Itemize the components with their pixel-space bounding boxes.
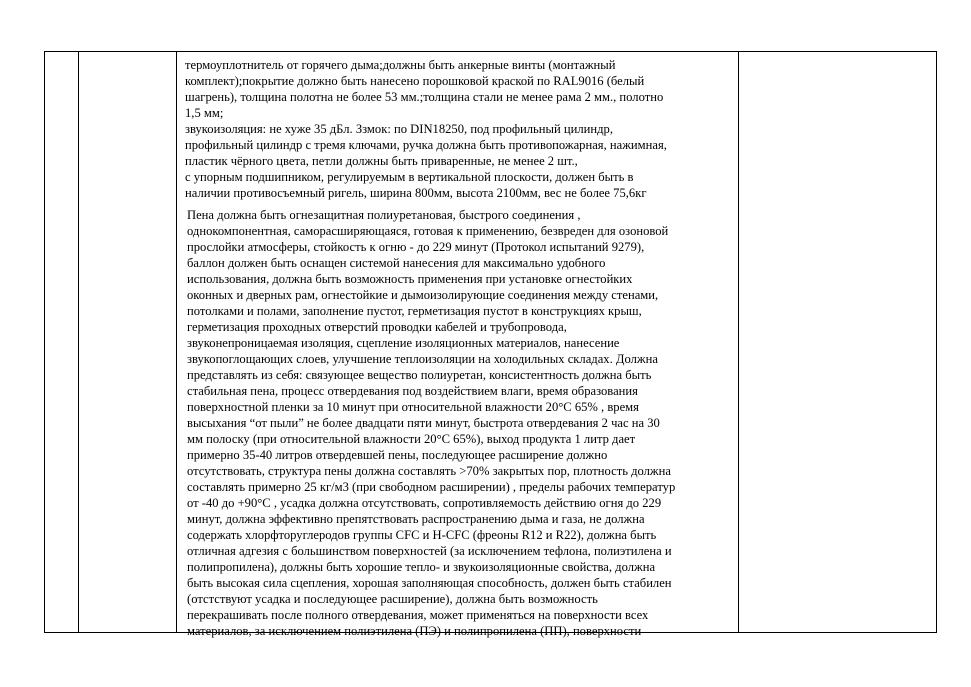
specification-paragraph-foam — [187, 207, 735, 639]
text-line: прослойки атмосферы, стойкость к огню - до 229 минут (Протокол испытаний 9279), — [187, 240, 645, 254]
column-divider-1 — [78, 52, 79, 632]
text-line: звуконепроницаемая изоляция, сцепление изоляционных материалов, нанесение — [187, 336, 620, 350]
text-line: термоуплотнитель от горячего дыма;должны быть анкерные винты (монтажный — [185, 58, 616, 72]
text-line: наличии противосъемный ригель, ширина 800мм, высота 2100мм, вес не более 75,6кг — [185, 186, 647, 200]
text-line: оконных и дверных рам, огнестойкие и дымоизолирующие соединения между стенами, — [187, 288, 659, 302]
text-line: минут, должна эффективно препятствовать распространению дыма и газа, не должна — [187, 512, 645, 526]
text-line: содержать хлорфторуглеродов группы CFC и H-CFC (фреоны R12 и R22), должна быть — [187, 528, 657, 542]
text-line: перекрашивать после полного отвердевания, может применяться на поверхности всех — [187, 608, 649, 622]
text-line: (отстствуют усадка и последующее расширение), должна быть возможность — [187, 592, 598, 606]
text-line: звукоизоляция: не хуже 35 дБл. Ззмок: по DIN18250, под профильный цилиндр, — [185, 122, 613, 136]
text-line: представлять из себя: связующее вещество полиуретан, консистентность должна быть — [187, 368, 652, 382]
text-line: мм полоску (при относительной влажности 20°С 65%), выход продукта 1 литр дает — [187, 432, 636, 446]
text-line: с упорным подшипником, регулируемым в вертикальной плоскости, должен быть в — [185, 170, 634, 184]
text-line: комплект);покрытие должно быть нанесено порошковой краской по RAL9016 (белый — [185, 74, 645, 88]
text-line: полипропилена), должны быть хорошие тепло- и звукоизоляционные свойства, должна — [187, 560, 656, 574]
text-line: отличная адгезия с большинством поверхностей (за исключением тефлона, полиэтилена и — [187, 544, 672, 558]
text-line: материалов, за исключением полиэтилена (ПЭ) и полипропилена (ПП), поверхности — [187, 624, 642, 638]
text-line: пластик чёрного цвета, петли должны быть приваренные, не менее 2 шт., — [185, 154, 578, 168]
text-line: шагрень), толщина полотна не более 53 мм.;толщина стали не менее рама 2 мм., полотно — [185, 90, 664, 104]
text-line: однокомпонентная, саморасширяющаяся, готовая к применению, безвреден для озоновой — [187, 224, 669, 238]
text-line: Пена должна быть огнезащитная полиуретановая, быстрого соединения , — [187, 208, 581, 222]
specification-paragraph-door — [185, 57, 733, 201]
text-line: высыхания “от пыли” не более двадцати пяти минут, быстрота отвердевания 2 час на 30 — [187, 416, 660, 430]
text-line: герметизация проходных отверстий проводки кабелей и трубопровода, — [187, 320, 567, 334]
column-divider-2 — [176, 52, 177, 632]
text-line: 1,5 мм; — [185, 106, 224, 120]
text-line: быть высокая сила сцепления, хорошая заполняющая способность, должен быть стабилен — [187, 576, 672, 590]
column-divider-3 — [738, 52, 739, 632]
document-table — [44, 51, 937, 638]
text-line: отсутствовать, структура пены должна составлять >70% закрытых пор, плотность должна — [187, 464, 671, 478]
text-line: стабильная пена, процесс отвердевания под воздействием влаги, время образования — [187, 384, 638, 398]
text-line: поверхностной пленки за 10 минут при относительной влажности 20°С 65% , время — [187, 400, 639, 414]
text-line: использования, должна быть возможность применения при установке огнестойких — [187, 272, 633, 286]
text-line: баллон должен быть оснащен системой нанесения для максимально удобного — [187, 256, 606, 270]
text-line: от -40 до +90°С , усадка должна отсутствовать, сопротивляемость действию огня до 229 — [187, 496, 662, 510]
text-line: составлять примерно 25 кг/м3 (при свободном расширении) , пределы рабочих температур — [187, 480, 676, 494]
text-line: профильный цилиндр с тремя ключами, ручка должна быть противопожарная, нажимная, — [185, 138, 667, 152]
text-line: потолками и полами, заполнение пустот, герметизация пустот в конструкциях крыш, — [187, 304, 642, 318]
text-line: звукопоглощающих слоев, улучшение теплоизоляции на холодильных складах. Должна — [187, 352, 658, 366]
text-line: примерно 35-40 литров отвердевшей пены, последующее расширение должно — [187, 448, 608, 462]
